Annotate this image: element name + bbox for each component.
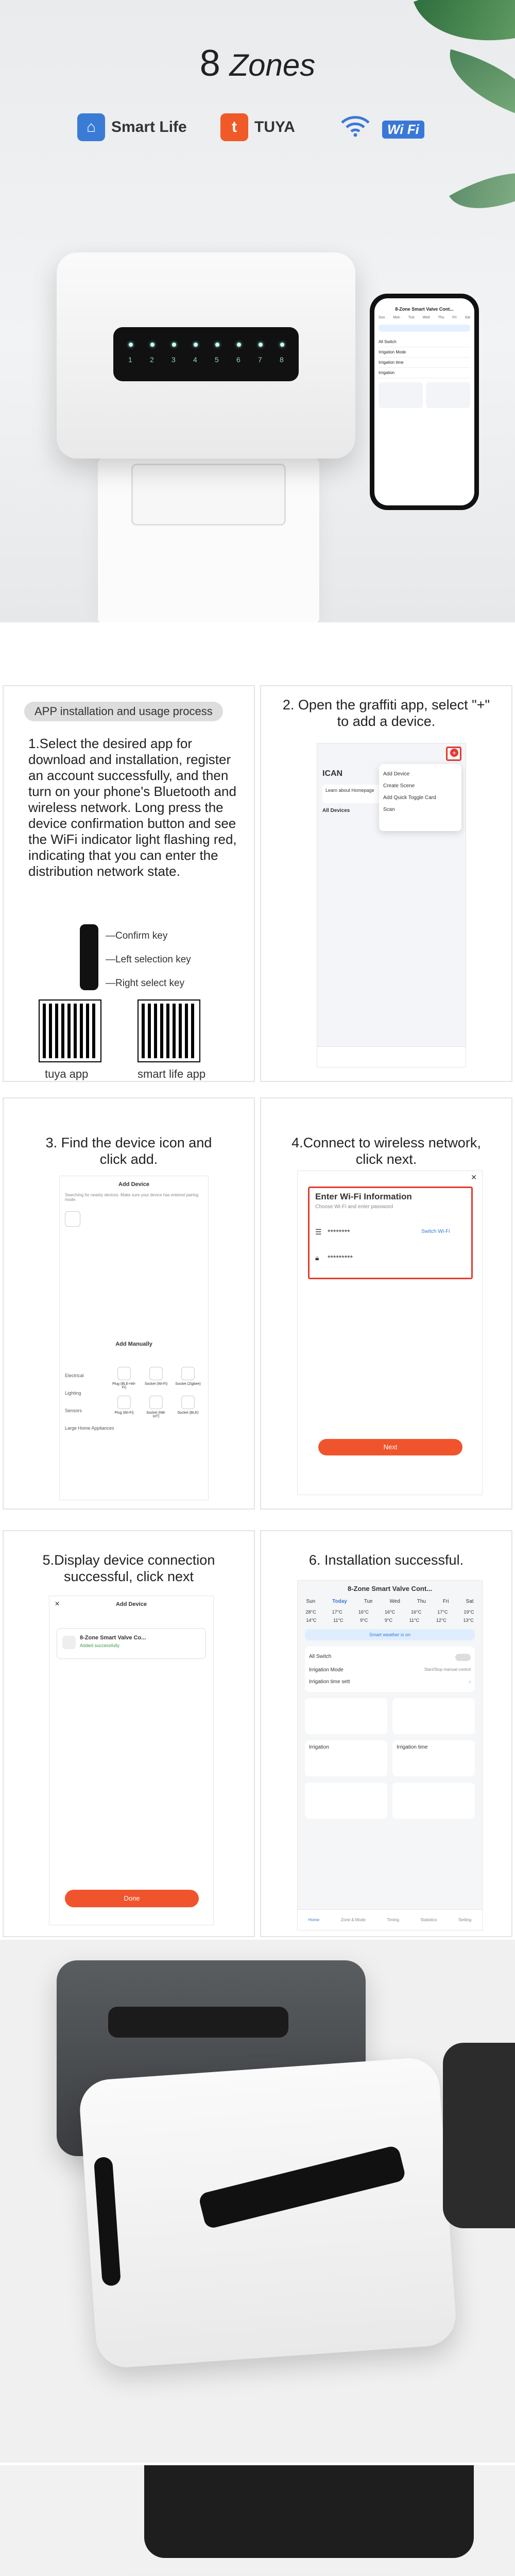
tuya-qr-code (40, 1001, 100, 1061)
day-label: Today (332, 1599, 347, 1604)
led-indicator (215, 343, 219, 347)
day-label: Sun (306, 1599, 316, 1604)
ssid-field[interactable]: ******** (328, 1228, 350, 1236)
led-panel (113, 327, 299, 381)
day-label: Tue (408, 316, 415, 319)
zone-card[interactable] (392, 1783, 475, 1819)
settings-card (305, 1647, 475, 1692)
zone-number-label: 8 (280, 355, 284, 364)
step2-title: 2. Open the graffiti app, select "+" to add a device. (282, 697, 490, 729)
key-left: — Left selection key (106, 954, 191, 965)
category-item[interactable]: Large Home Appliances (65, 1426, 114, 1431)
zone-card[interactable]: Irrigation time (392, 1740, 475, 1776)
qr-caption: tuya app (45, 1067, 89, 1080)
all-devices-tab[interactable]: All Devices (322, 808, 350, 814)
day-label: Thu (417, 1599, 426, 1604)
day-row (379, 316, 470, 319)
device-type-icon (181, 1396, 195, 1409)
day-label: Fri (452, 316, 457, 319)
key-label: Right select key (115, 978, 185, 989)
device-type-icon (149, 1396, 163, 1409)
close-icon[interactable]: ✕ (55, 1600, 60, 1607)
dark-device-edge (443, 2043, 515, 2228)
step4-title: 4.Connect to wireless network, click next. (291, 1135, 481, 1167)
zone-card[interactable] (392, 1698, 475, 1734)
device-type-label: Plug (Wi-Fi) (114, 1411, 134, 1415)
zone-number-label: 3 (171, 355, 176, 364)
phone-mockup (370, 294, 479, 510)
all-switch-label: All Switch (309, 1654, 332, 1659)
screen-title: Add Device (116, 1601, 147, 1607)
device-type-icon (117, 1396, 131, 1409)
device-type-icon (117, 1367, 131, 1380)
product-photo-2 (0, 2465, 515, 2576)
step4-panel (260, 1097, 512, 1510)
led-panel (108, 2007, 288, 2038)
brand-smart-life (77, 113, 187, 141)
password-field[interactable]: ********* (328, 1253, 353, 1262)
wifi-badge: Wi Fi (382, 121, 424, 139)
menu-item[interactable]: Add Device (383, 771, 410, 777)
device-status: Added successfully (80, 1643, 120, 1648)
tab-statistics[interactable]: Statistics (420, 1918, 437, 1922)
all-switch-toggle[interactable] (455, 1654, 471, 1661)
zone-number-label: 7 (258, 355, 262, 364)
phone-screen-wifi (297, 1171, 483, 1495)
led-indicator (280, 343, 284, 347)
key-legend (106, 924, 191, 995)
irrigation-time-label: Irrigation time sett (309, 1679, 350, 1685)
device-name: 8-Zone Smart Valve Co... (80, 1635, 146, 1641)
irrigation-mode-value[interactable]: Start/Stop manual control (424, 1667, 471, 1672)
temperature-label: 9°C (360, 1618, 368, 1623)
setting-row: Irrigation (379, 368, 470, 378)
day-label: Wed (422, 316, 430, 319)
step3-panel (3, 1097, 255, 1510)
setting-row: All Switch (379, 337, 470, 347)
device-type-label: Socket (NB-IoT) (146, 1411, 166, 1418)
key-strip (80, 924, 98, 990)
step1-panel (3, 685, 255, 1082)
house-icon: ⌂ (77, 113, 105, 141)
pedestal-top (131, 464, 286, 526)
zone-card (426, 382, 470, 408)
zone-number-label: 1 (128, 355, 132, 364)
added-device-card[interactable] (57, 1628, 206, 1659)
temperature-label: 14°C (306, 1618, 317, 1623)
dialog-subtitle: Choose Wi-Fi and enter password (315, 1204, 393, 1210)
title-word: Zones (229, 48, 316, 82)
temperature-label: 11°C (333, 1618, 344, 1623)
day-label: Tue (364, 1599, 373, 1604)
device-type-label: Plug (BLE+Wi-Fi) (112, 1382, 136, 1389)
close-icon[interactable]: ✕ (471, 1173, 477, 1181)
scan-text: Searching for nearby devices. Make sure your device has entered pairing mode. (65, 1193, 199, 1202)
temperature-label: 16°C (384, 1609, 396, 1615)
device-type[interactable] (143, 1367, 169, 1389)
temperature-label: 17°C (332, 1609, 342, 1615)
zone-card[interactable] (305, 1783, 387, 1819)
step3-title: 3. Find the device icon and click add. (45, 1135, 212, 1167)
zone-card (379, 382, 423, 408)
weather-banner: Smart weather is on (305, 1629, 475, 1640)
led-indicator (129, 343, 133, 347)
chevron-right-icon[interactable]: › (469, 1679, 471, 1685)
zone-number-label: 2 (150, 355, 154, 364)
tab-setting[interactable]: Setting (458, 1918, 472, 1922)
product-photo-1 (0, 1940, 515, 2463)
zone-card[interactable]: Irrigation (305, 1740, 387, 1776)
side-ports (94, 2157, 121, 2286)
key-label: Left selection key (115, 954, 191, 965)
temperature-label: 11°C (409, 1618, 420, 1623)
setting-row: Irrigation Mode (379, 347, 470, 358)
brand-name: TUYA (254, 118, 295, 135)
screen-title: 8-Zone Smart Valve Cont... (348, 1585, 432, 1592)
irrigation-mode-label: Irrigation Mode (309, 1667, 344, 1673)
weather-banner (379, 325, 470, 332)
tuya-icon: t (220, 113, 248, 141)
temperature-label: 9°C (384, 1618, 393, 1623)
device-type-icon (181, 1367, 195, 1380)
zone-card[interactable] (305, 1698, 387, 1734)
device-type-label: Socket (Wi-Fi) (144, 1382, 168, 1386)
home-name: ICAN (322, 769, 343, 778)
hero-section (0, 0, 515, 622)
step5-panel (3, 1530, 255, 1937)
led-indicator (259, 343, 263, 347)
phone-app-title: 8-Zone Smart Valve Cont... (395, 307, 454, 312)
smart-life-qr-code (139, 1001, 199, 1061)
day-label: Mon (393, 316, 400, 319)
title-number: 8 (199, 43, 220, 84)
device-thumb (62, 1636, 76, 1649)
temperature-label: 28°C (305, 1609, 316, 1615)
device-type[interactable] (111, 1367, 137, 1389)
device-type-label: Socket (Zigbee) (175, 1382, 201, 1386)
device-type[interactable] (175, 1396, 201, 1418)
temperature-label: 19°C (464, 1609, 474, 1615)
learn-homepage-card[interactable]: Learn about Homepage (322, 785, 384, 803)
phone-screen (374, 298, 474, 505)
temperature-label: 16°C (358, 1609, 369, 1615)
tab-bar (317, 1046, 466, 1067)
hero-title (0, 42, 515, 84)
device-type[interactable] (111, 1396, 137, 1418)
menu-item[interactable]: Create Scene (383, 783, 415, 789)
dark-device-top (144, 2465, 474, 2558)
brand-tuya (220, 113, 295, 141)
lock-icon: 🔒︎ (315, 1253, 319, 1262)
led-panel (198, 2145, 406, 2230)
category-item[interactable]: Lighting (65, 1391, 81, 1396)
leaf-decoration (449, 149, 515, 231)
step6-title: 6. Installation successful. (308, 1552, 464, 1568)
switch-wifi-link[interactable]: Switch Wi-Fi (421, 1229, 450, 1234)
plus-icon[interactable]: + (450, 749, 458, 757)
next-button[interactable]: Next (318, 1439, 462, 1455)
device-type[interactable] (175, 1367, 201, 1389)
temperature-label: 16°C (411, 1609, 422, 1615)
day-label: Sat (466, 1599, 474, 1604)
category-item[interactable]: Sensors (65, 1408, 82, 1413)
temperature-label: 17°C (437, 1609, 448, 1615)
zone-number-label: 6 (236, 355, 241, 364)
temperature-label: 12°C (436, 1618, 447, 1623)
temperature-label: 13°C (463, 1618, 474, 1623)
led-indicator (150, 343, 154, 347)
key-right: — Right select key (106, 978, 185, 989)
tab-zone-mode[interactable]: Zone & Mode (340, 1918, 366, 1922)
device-type-icon (149, 1367, 163, 1380)
key-label: Confirm key (115, 930, 168, 941)
add-manually-label: Add Manually (115, 1341, 152, 1347)
tab-timing[interactable]: Timing (387, 1918, 400, 1922)
day-label: Thu (438, 316, 444, 319)
step2-panel (260, 685, 512, 1082)
day-label: Sat (465, 316, 470, 319)
step6-panel (260, 1530, 512, 1937)
add-menu (379, 764, 461, 831)
done-button[interactable]: Done (65, 1890, 199, 1907)
step1-text: 1.Select the desired app for download and installation, register an account successfully, and then turn on your phone's Bluetooth and wireless network. Long press the device confirmation button and see the WiFi indicator light flashing red, indicating that you can enter the distribution network state. (28, 736, 237, 879)
day-label: Fri (442, 1599, 449, 1604)
led-indicator (194, 343, 198, 347)
device-icon[interactable] (65, 1211, 80, 1227)
brand-name: Smart Life (111, 118, 187, 135)
zone-number-label: 4 (193, 355, 197, 364)
steps-section (0, 685, 515, 1937)
zone-number-label: 5 (215, 355, 219, 364)
wifi-icon (340, 114, 371, 142)
dialog-title: Enter Wi-Fi Information (315, 1192, 412, 1201)
day-label: Wed (389, 1599, 400, 1604)
tab-home[interactable]: Home (308, 1918, 320, 1922)
day-label: Sun (379, 316, 385, 319)
category-item[interactable]: Electrical (65, 1373, 84, 1378)
led-indicator (172, 343, 176, 347)
key-confirm: — Confirm key (106, 930, 168, 941)
qr-caption: smart life app (138, 1067, 206, 1080)
process-pill: APP installation and usage process (24, 702, 223, 721)
phone-screen-added (49, 1596, 214, 1925)
step5-title: 5.Display device connection successful, click next (42, 1552, 215, 1584)
device-type-label: Socket (BLE) (177, 1411, 199, 1415)
device-type[interactable] (143, 1396, 169, 1418)
menu-item[interactable]: Add Quick Toggle Card (383, 795, 436, 801)
white-device (78, 2056, 457, 2369)
phone-screen-add (59, 1176, 209, 1500)
led-indicator (237, 343, 241, 347)
screen-title: Add Device (118, 1181, 149, 1188)
phone-screen-control (297, 1580, 483, 1930)
phone-screen-home (317, 743, 466, 1067)
menu-item[interactable]: Scan (383, 807, 395, 812)
controller-device (57, 252, 355, 459)
setting-row: Irrigation time (379, 358, 470, 368)
wifi-small-icon: ☰ (315, 1228, 322, 1236)
